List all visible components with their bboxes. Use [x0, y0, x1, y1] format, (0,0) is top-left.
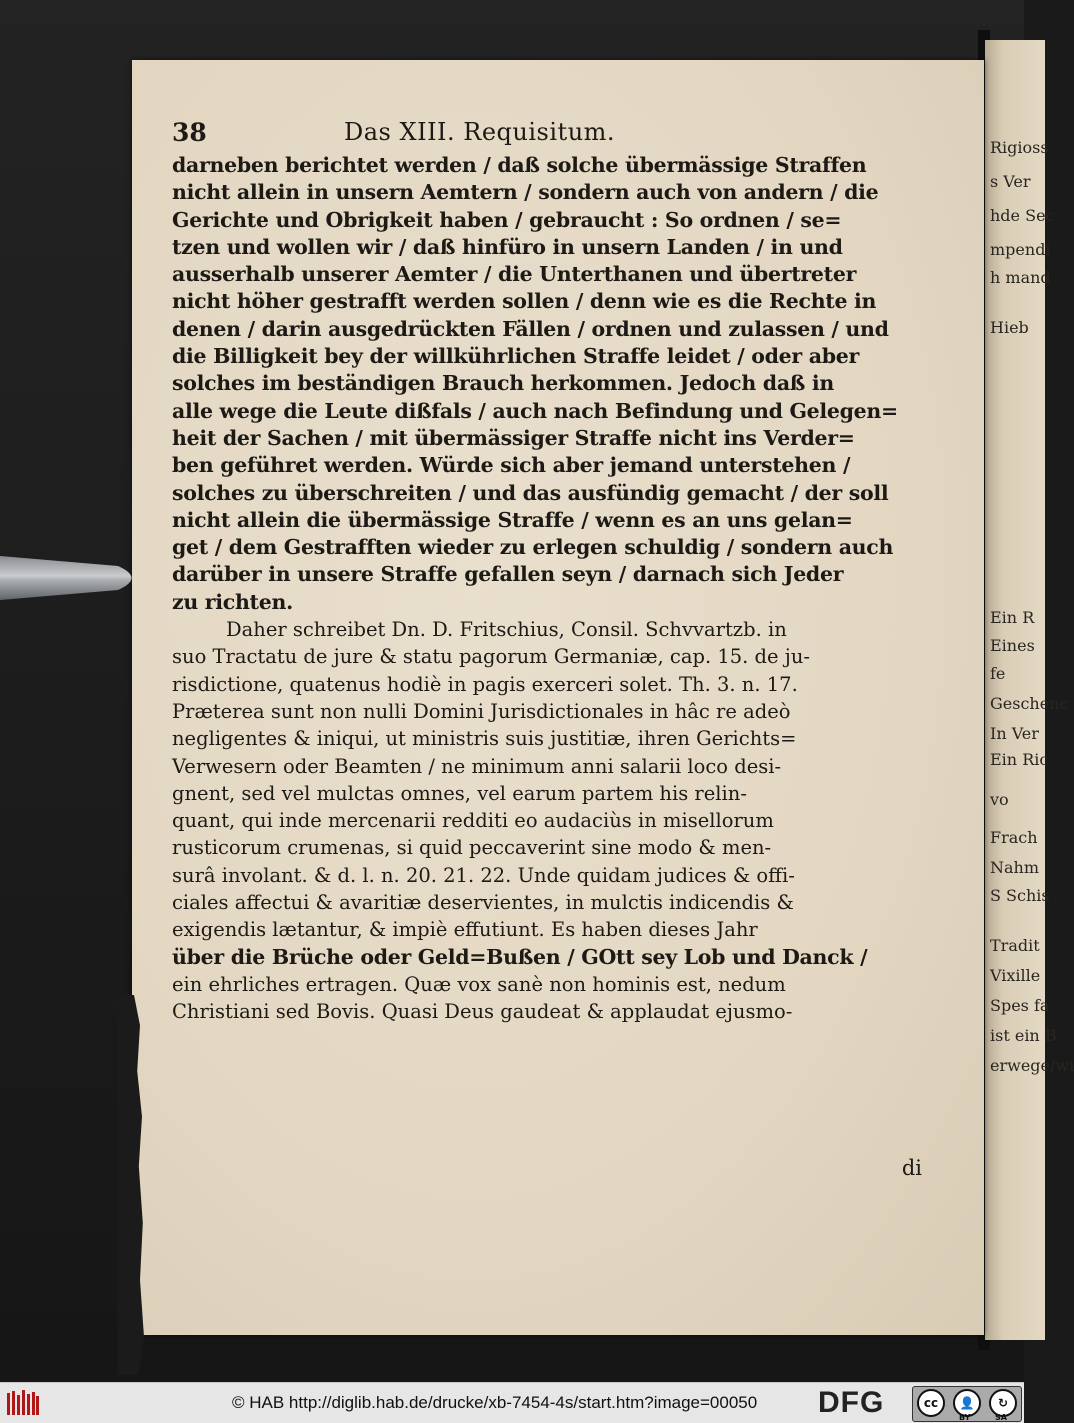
- facing-page-fragment: vo: [990, 790, 1009, 809]
- facing-page-fragment: Rigioss: [990, 138, 1049, 157]
- facing-page-fragment: mpendi: [990, 240, 1051, 259]
- text-line: die Billigkeit bey der willkührlichen Straffe leidet / oder aber: [172, 344, 860, 369]
- attribution-icon: 👤: [953, 1389, 981, 1417]
- text-line: quant, qui inde mercenarii redditi eo audaciùs in misellorum: [172, 809, 774, 833]
- text-line: risdictione, quatenus hodiè in pagis exerceri solet. Th. 3. n. 17.: [172, 672, 798, 696]
- facing-page-fragment: Hieb: [990, 318, 1029, 337]
- facing-page-fragment: In Ver: [990, 724, 1039, 743]
- text-line: suo Tractatu de jure & statu pagorum Germaniæ, cap. 15. de ju-: [172, 645, 810, 669]
- facing-page-fragment: Nahm: [990, 858, 1040, 877]
- facing-page-fragment: Geschenc: [990, 694, 1069, 713]
- facing-page-fragment: Frach: [990, 828, 1038, 847]
- facing-page-fragment: S Schis: [990, 886, 1050, 905]
- facing-page-fragment: ist ein B: [990, 1026, 1057, 1045]
- footer-bar: [0, 1382, 1024, 1423]
- text-line: nicht allein die übermässige Straffe / wenn es an uns gelan=: [172, 507, 853, 532]
- glass-page-holder: [0, 548, 150, 608]
- text-line: gnent, sed vel mulctas omnes, vel earum partem his relin-: [172, 781, 747, 805]
- hab-logo-icon[interactable]: [6, 1389, 40, 1417]
- cc-icon: cc: [917, 1389, 945, 1417]
- running-head-title: Das XIII. Requisitum.: [344, 118, 616, 146]
- text-line: über die Brüche oder Geld=Bußen / GOtt sey Lob und Danck /: [172, 944, 868, 969]
- text-line: solches zu überschreiten / und das ausfündig gemacht / der soll: [172, 480, 889, 505]
- facing-page-fragment: Vixille: [990, 966, 1041, 985]
- text-line: get / dem Gestrafften wieder zu erlegen schuldig / sondern auch: [172, 535, 894, 560]
- text-line: solches im beständigen Brauch herkommen. Jedoch daß in: [172, 371, 835, 396]
- copyright-link[interactable]: © HAB http://diglib.hab.de/drucke/xb-7454-4s/start.htm?image=00050: [232, 1393, 758, 1412]
- text-line: Verwesern oder Beamten / ne minimum anni salarii loco desi-: [172, 754, 782, 778]
- text-line: rusticorum crumenas, si quid peccaverint sine modo & men-: [172, 836, 772, 860]
- text-line: ausserhalb unserer Aemter / die Unterthanen und übertreter: [172, 262, 857, 287]
- text-line: heit der Sachen / mit übermässiger Straffe nicht ins Verder=: [172, 425, 855, 450]
- text-line: ein ehrliches ertragen. Quæ vox sanè non hominis est, nedum: [172, 972, 786, 996]
- text-line: surâ involant. & d. l. n. 20. 21. 22. Unde quidam judices & offi-: [172, 863, 795, 887]
- text-line: Daher schreibet Dn. D. Fritschius, Consil. Schvvartzb. in: [226, 618, 787, 642]
- text-line: ben geführet werden. Würde sich aber jemand unterstehen /: [172, 453, 851, 478]
- text-line: Christiani sed Bovis. Quasi Deus gaudeat & applaudat ejusmo-: [172, 1000, 793, 1024]
- text-line: Gerichte und Obrigkeit haben / gebraucht : So ordnen / se=: [172, 207, 842, 232]
- running-head: [172, 118, 962, 152]
- facing-page-fragment: Tradit: [990, 936, 1040, 955]
- text-line: alle wege die Leute dißfals / auch nach Befindung und Gelegen=: [172, 398, 898, 423]
- text-line: zu richten.: [172, 589, 293, 614]
- facing-page-fragment: h mand: [990, 268, 1051, 287]
- body-text: [172, 152, 962, 1026]
- text-line: denen / darin ausgedrückten Fällen / ordnen und zulassen / und: [172, 316, 889, 341]
- facing-page-fragment: Spes fa: [990, 996, 1050, 1015]
- facing-page-fragment: s Ver: [990, 172, 1031, 191]
- text-line: nicht allein in unsern Aemtern / sondern auch von andern / die: [172, 180, 879, 205]
- facing-page-fragment: Eines: [990, 636, 1035, 655]
- facing-page-fragment: Ein Ric: [990, 750, 1049, 769]
- text-line: nicht höher gestrafft werden sollen / denn wie es die Rechte in: [172, 289, 877, 314]
- facing-page-fragment: hde Sec: [990, 206, 1055, 225]
- text-line: exigendis lætantur, & impiè effutiunt. Es haben dieses Jahr: [172, 918, 758, 942]
- text-line: tzen und wollen wir / daß hinfüro in unsern Landen / in und: [172, 234, 843, 259]
- dfg-logo: DFG: [818, 1386, 885, 1419]
- text-line: darneben berichtet werden / daß solche übermässige Straffen: [172, 153, 867, 177]
- facing-page-fragment: Ein R: [990, 608, 1035, 627]
- by-label: BY: [959, 1413, 971, 1422]
- page-number: 38: [172, 118, 207, 147]
- text-line: Præterea sunt non nulli Domini Jurisdictionales in hâc re adeò: [172, 699, 791, 723]
- facing-page-edge: [985, 40, 1045, 1340]
- page-text: [172, 118, 962, 1180]
- cc-license-badge[interactable]: [912, 1386, 1022, 1422]
- text-line: darüber in unsere Straffe gefallen seyn / darnach sich Jeder: [172, 562, 844, 587]
- text-line: ciales affectui & avaritiæ deservientes, in mulctis indicendis &: [172, 891, 794, 915]
- text-line: negligentes & iniqui, ut ministris suis justitiæ, ihren Gerichts=: [172, 727, 797, 751]
- sa-label: SA: [995, 1413, 1007, 1422]
- facing-page-fragment: erwege/wi: [990, 1056, 1074, 1075]
- share-alike-icon: ↻: [989, 1389, 1017, 1417]
- catchword: di: [901, 1156, 922, 1180]
- facing-page-fragment: fe: [990, 664, 1006, 683]
